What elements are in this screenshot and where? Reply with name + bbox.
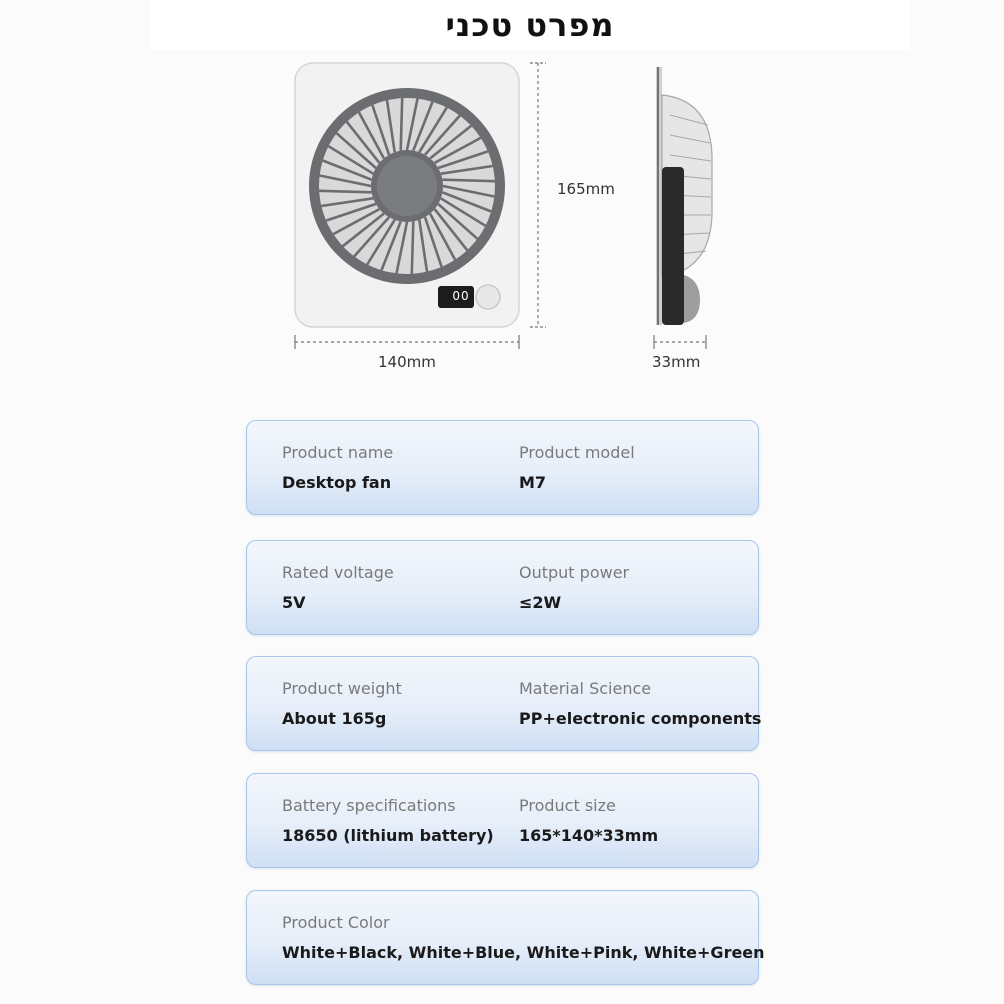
spec-card-color — [246, 890, 765, 985]
product-color-value: White+Black, White+Blue, White+Pink, White+Green — [282, 943, 765, 962]
material-value: PP+electronic components — [519, 709, 762, 728]
page-title: מפרט טכני — [445, 6, 615, 44]
product-model-label: Product model — [519, 443, 635, 462]
product-color-label: Product Color — [282, 913, 390, 932]
material-label: Material Science — [519, 679, 652, 698]
product-weight-label: Product weight — [282, 679, 402, 698]
rated-voltage-label: Rated voltage — [282, 563, 394, 582]
product-weight-value: About 165g — [282, 709, 387, 728]
product-name-label: Product name — [282, 443, 394, 462]
fan-illustration — [280, 55, 740, 385]
height-dimension-label: 165mm — [557, 180, 615, 198]
depth-dimension-label: 33mm — [652, 353, 701, 371]
width-dimension-label: 140mm — [378, 353, 436, 371]
spec-card-voltage — [246, 540, 759, 635]
spec-card-battery — [246, 773, 759, 868]
battery-spec-value: 18650 (lithium battery) — [282, 826, 494, 845]
output-power-label: Output power — [519, 563, 630, 582]
rated-voltage-value: 5V — [282, 593, 306, 612]
spec-card-weight — [246, 656, 762, 751]
battery-spec-label: Battery specifications — [282, 796, 456, 815]
product-model-value: M7 — [519, 473, 547, 492]
device-display-readout: 00 — [452, 289, 470, 303]
output-power-value: ≤2W — [519, 593, 562, 612]
title-bar — [150, 0, 910, 50]
product-size-label: Product size — [519, 796, 616, 815]
product-name-value: Desktop fan — [282, 473, 392, 492]
product-size-value: 165*140*33mm — [519, 826, 659, 845]
spec-card-product-name — [246, 420, 759, 515]
